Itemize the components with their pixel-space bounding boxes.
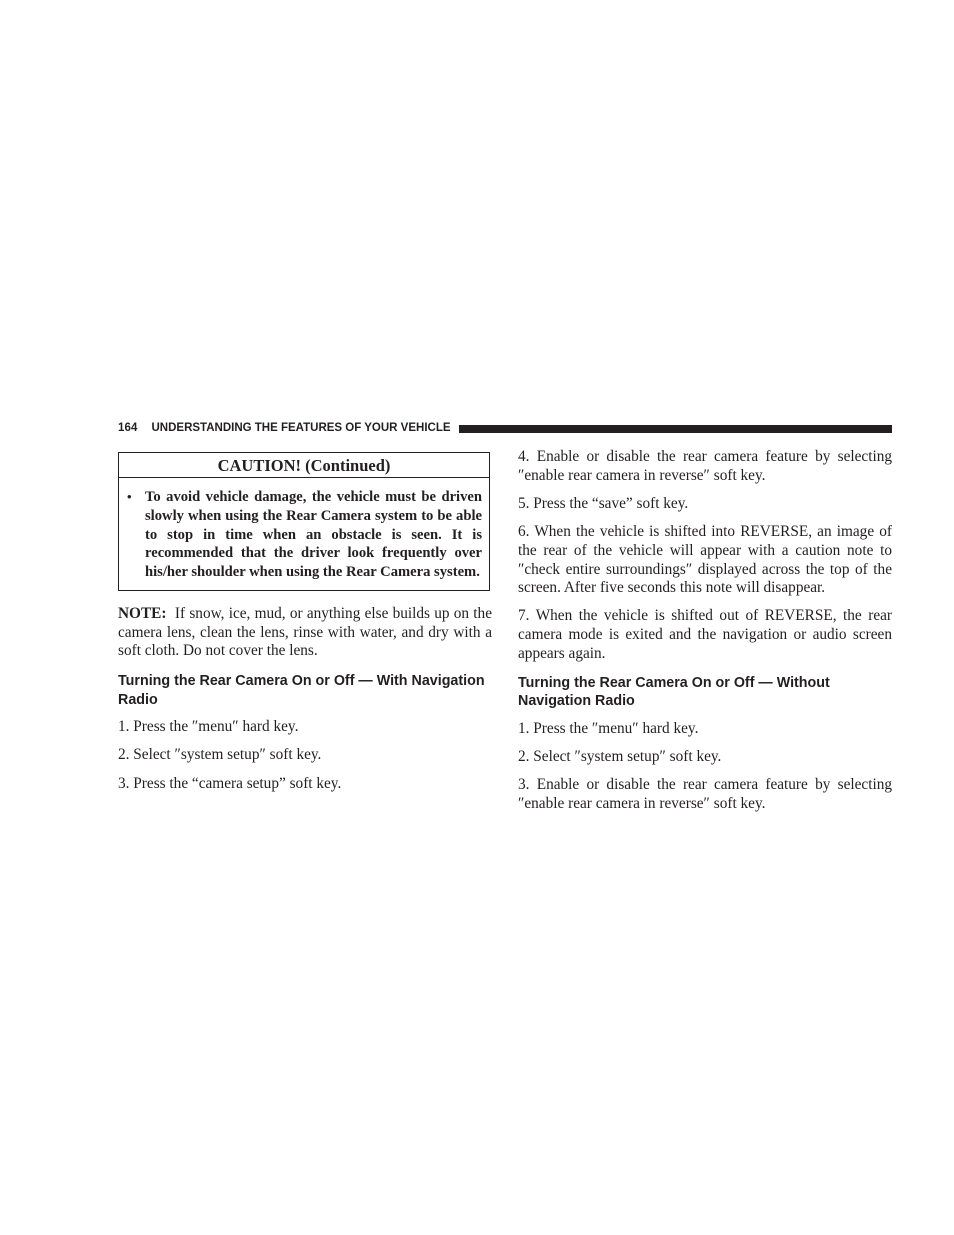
step-without-nav-3: 3. Enable or disable the rear camera feature by selecting ″enable rear camera in reverse″ soft key. (518, 775, 892, 812)
step-with-nav-6: 6. When the vehicle is shifted into REVERSE, an image of the rear of the vehicle will appear with a caution note to ″check entire surroundings″ displayed across the top of the screen. After five seconds this note will disappear. (518, 523, 892, 597)
right-column (518, 448, 892, 813)
section-title: UNDERSTANDING THE FEATURES OF YOUR VEHICLE (151, 422, 451, 434)
note-label: NOTE: (118, 604, 167, 622)
note-paragraph (118, 605, 492, 661)
step-with-nav-3: 3. Press the “camera setup” soft key. (118, 774, 342, 792)
heading-with-navigation: Turning the Rear Camera On or Off — With Navigation Radio (118, 673, 485, 708)
bullet-icon: • (127, 489, 132, 504)
heading-without-navigation: Turning the Rear Camera On or Off — Without Navigation Radio (518, 674, 830, 710)
step-with-nav-5: 5. Press the “save” soft key. (518, 494, 689, 512)
page-header (118, 419, 892, 437)
header-rule (459, 425, 892, 433)
caution-body (119, 478, 489, 590)
caution-title: CAUTION! (Continued) (119, 453, 489, 478)
step-with-nav-2: 2. Select ″system setup″ soft key. (118, 746, 322, 764)
left-column (118, 452, 492, 793)
step-without-nav-1: 1. Press the ″menu″ hard key. (518, 719, 699, 737)
caution-box (118, 452, 490, 591)
caution-text: To avoid vehicle damage, the vehicle must be driven slowly when using the Rear Camera system to be able to stop in time when an obstacle is seen. It is recommended that the driver look frequently over his/her shoulder when using the Rear Camera system. (145, 489, 482, 581)
page-number: 164 (118, 422, 138, 434)
note-text: If snow, ice, mud, or anything else builds up on the camera lens, clean the lens, rinse with water, and dry with a soft cloth. Do not cover the lens. (118, 604, 492, 660)
step-without-nav-2: 2. Select ″system setup″ soft key. (518, 747, 722, 765)
step-with-nav-4: 4. Enable or disable the rear camera feature by selecting ″enable rear camera in reverse″ soft key. (518, 448, 892, 484)
step-with-nav-1: 1. Press the ″menu″ hard key. (118, 718, 299, 736)
step-with-nav-7: 7. When the vehicle is shifted out of REVERSE, the rear camera mode is exited and the navigation or audio screen appears again. (518, 607, 892, 662)
